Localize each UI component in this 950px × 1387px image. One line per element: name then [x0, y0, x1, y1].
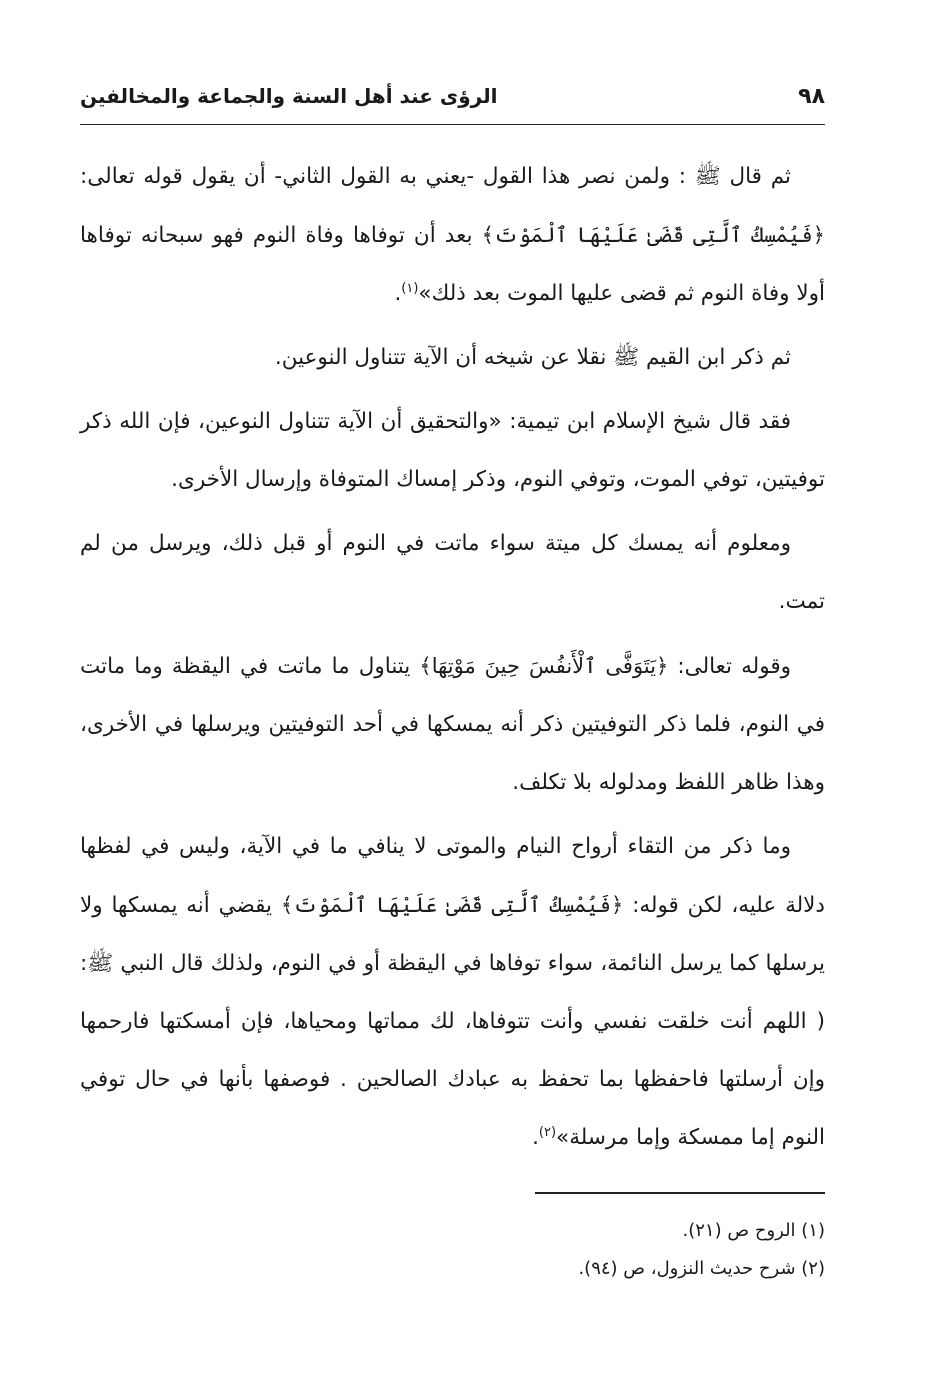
paragraph-1-text-a: ثم قال ﷺ : ولمن نصر هذا القول -يعني به القول الثاني- أن يقول قوله تعالى: [80, 164, 791, 189]
page-number: ٩٨ [798, 84, 825, 109]
footnote-divider [535, 1192, 825, 1194]
main-text [80, 148, 825, 1167]
paragraph-6-text-a: وما ذكر من التقاء أرواح النيام والموتى لا ينافي ما في الآية، وليس في لفظها دلالة عليه، لكن قوله: [80, 834, 825, 918]
paragraph-4: ومعلوم أنه يمسك كل ميتة سواء ماتت في النوم أو قبل ذلك، ويرسل من لم تمت. [80, 531, 825, 614]
page-header [80, 80, 825, 120]
paragraph-5 [80, 637, 825, 812]
paragraph-1-end: . [394, 281, 402, 306]
running-title: الرؤى عند أهل السنة والجماعة والمخالفين [80, 84, 498, 108]
paragraph-3: فقد قال شيخ الإسلام ابن تيمية: «والتحقيق أن الآية تتناول النوعين، فإن الله ذكر توفيتين، توفي الموت، وتوفي النوم، وذكر إمساك المتوفاة وإرسال الأخرى. [80, 409, 825, 492]
paragraph-6-end: . [532, 1125, 539, 1150]
footnote-ref-1: (١) [401, 280, 419, 296]
paragraph-6 [80, 818, 825, 1167]
quran-verse-1: ﴿فَيُمْسِكُ ٱلَّتِى قَضَىٰ عَلَيْهَا ٱلْمَوْتَ﴾ [481, 223, 825, 247]
header-divider [80, 124, 825, 125]
footnote-2: (٢) شرح حديث النزول، ص (٩٤). [578, 1258, 825, 1279]
paragraph-5-text-a: وقوله تعالى: [668, 654, 791, 679]
footnote-1: (١) الروح ص (٢١). [682, 1220, 825, 1241]
paragraph-5-text-b: يتناول ما ماتت في اليقظة وما ماتت في النوم، فلما ذكر التوفيتين ذكر أنه يمسكها في أحد التوفيتين ويرسلها في الأخرى، وهذا ظاهر اللفظ ومدلوله بلا تكلف. [80, 654, 825, 795]
paragraph-1 [80, 148, 825, 323]
footnote-ref-2: (٢) [538, 1124, 557, 1140]
paragraph-6-text-b: يقضي أنه يمسكها ولا يرسلها كما يرسل النائمة، سواء توفاها في اليقظة أو في النوم، ولذلك قال النبي ﷺ: ( اللهم أنت خلقت نفسي وأنت تتوفاها، لك مماتها ومحياها، فإن أمسكتها فارحمها وإن أرسلتها فاحفظها بما تحفظ به عبادك الصالحين . فوصفها بأنها في حال توفي النوم إما ممسكة وإما مرسلة» [80, 893, 825, 1150]
quran-verse-3: ﴿فَيُمْسِكُ ٱلَّتِى قَضَىٰ عَلَيْهَا ٱلْمَوْتَ﴾ [280, 893, 624, 917]
footnotes [80, 1212, 825, 1288]
quran-verse-2: ﴿يَتَوَفَّى ٱلْأَنفُسَ حِينَ مَوْتِهَا﴾ [419, 654, 669, 678]
paragraph-1-text-b: بعد أن توفاها وفاة النوم فهو سبحانه توفاها أولا وفاة النوم ثم قضى عليها الموت بعد ذلك» [80, 223, 825, 306]
paragraph-2: ثم ذكر ابن القيم ﷺ نقلا عن شيخه أن الآية تتناول النوعين. [274, 345, 791, 370]
